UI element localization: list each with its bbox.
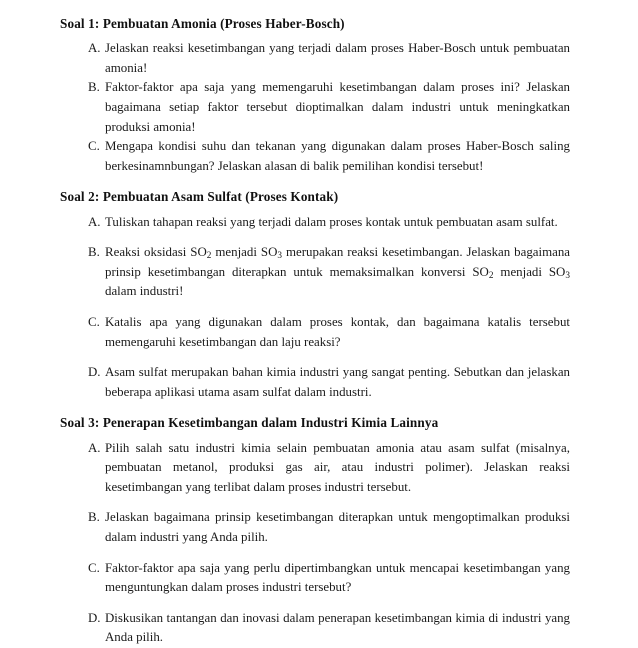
item-marker: A. [88,214,101,229]
question-item [60,363,570,402]
question-item [60,78,570,137]
question-section [60,413,570,648]
item-text: Jelaskan reaksi kesetimbangan yang terjadi dalam proses Haber-Bosch untuk pembuatan amonia! [105,41,570,75]
question-item-list [60,213,570,403]
question-item [60,39,570,78]
item-text: Pilih salah satu industri kimia selain pembuatan amonia atau asam sulfat (misalnya, pembuatan metanol, produksi gas air, atau industri polimer). Jelaskan reaksi kesetimbangan yang terlibat dalam proses industri tersebut. [105,440,570,494]
question-item [60,439,570,498]
item-marker: C. [88,560,100,575]
item-marker: B. [88,80,100,95]
question-item [60,313,570,352]
item-marker: D. [88,365,101,380]
item-marker: C. [88,139,100,154]
item-marker: A. [88,440,101,455]
item-text: Reaksi oksidasi $SO_2$ menjadi $SO_3$ merupakan reaksi kesetimbangan. Jelaskan bagaimana prinsip kesetimbangan diterapkan untuk memaksimalkan konversi $SO_2$ menjadi $SO_3$ dalam industri! [105,245,571,299]
item-text: Diskusikan tantangan dan inovasi dalam penerapan kesetimbangan kimia di industri yang Anda pilih. [105,610,570,645]
item-text: Faktor-faktor apa saja yang memengaruhi kesetimbangan dalam proses ini? Jelaskan bagaimana setiap faktor tersebut dioptimalkan dalam industri untuk meningkatkan produksi amonia! [105,80,570,134]
item-text: Jelaskan bagaimana prinsip kesetimbangan diterapkan untuk mengoptimalkan produksi dalam industri yang Anda pilih. [105,510,570,544]
item-marker: A. [88,41,101,56]
item-marker: B. [88,510,100,525]
item-text: Asam sulfat merupakan bahan kimia industri yang sangat penting. Sebutkan dan jelaskan beberapa aplikasi utama asam sulfat dalam industri. [105,365,570,399]
item-text: Tuliskan tahapan reaksi yang terjadi dalam proses kontak untuk pembuatan asam sulfat. [105,214,558,229]
question-item [60,137,570,176]
item-marker: D. [88,610,101,625]
question-item [60,508,570,547]
question-item-list [60,439,570,648]
question-item [60,609,570,648]
question-section [60,14,570,176]
item-text: Faktor-faktor apa saja yang perlu dipertimbangkan untuk mencapai kesetimbangan yang menguntungkan dalam proses industri tersebut? [105,560,570,595]
question-item [60,243,570,302]
question-item [60,213,570,233]
item-text: Katalis apa yang digunakan dalam proses kontak, dan bagaimana katalis tersebut memengaruhi kesetimbangan dan laju reaksi? [105,314,570,349]
question-section [60,187,570,402]
section-heading: Soal 2: Pembuatan Asam Sulfat (Proses Kontak) [60,189,339,205]
item-marker: C. [88,314,100,329]
sections-container [60,14,570,648]
section-heading: Soal 3: Penerapan Kesetimbangan dalam Industri Kimia Lainnya [60,415,439,431]
item-text: Mengapa kondisi suhu dan tekanan yang digunakan dalam proses Haber-Bosch saling berkesinamnbungan? Jelaskan alasan di balik pemilihan kondisi tersebut! [105,139,570,173]
item-marker: B. [88,245,100,260]
section-heading: Soal 1: Pembuatan Amonia (Proses Haber-Bosch) [60,16,345,31]
question-item [60,559,570,598]
question-item-list [60,39,570,176]
